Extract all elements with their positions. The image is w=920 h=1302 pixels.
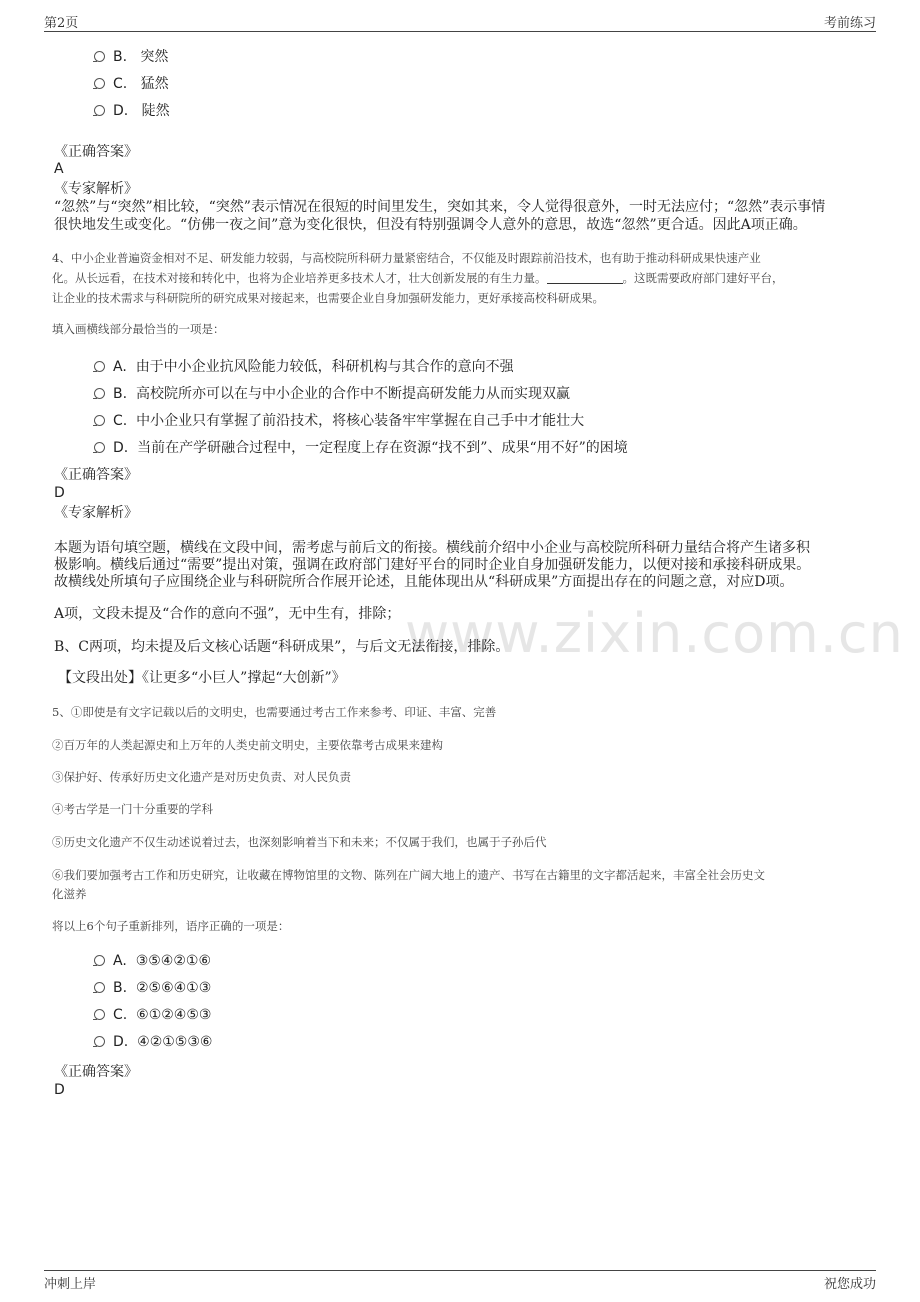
option-letter: D.: [113, 1034, 129, 1050]
q4-stem-text: 。这既需要政府部门建好平台，: [622, 271, 784, 285]
q4-source: 【文段出处】《让更多“小巨人”撑起“大创新”》: [58, 670, 346, 686]
radio-icon[interactable]: [94, 78, 105, 89]
radio-icon[interactable]: [94, 1036, 105, 1047]
q5-sentence: 化滋养: [52, 887, 87, 901]
option-text: 由于中小企业抗风险能力较低，科研机构与其合作的意向不强: [135, 359, 514, 375]
q4-stem-line: [52, 268, 784, 289]
option-text: 中小企业只有掌握了前沿技术，将核心装备牢牢掌握在自己手中才能壮大: [136, 413, 585, 429]
option-letter: C.: [113, 1007, 128, 1023]
option-text: ③⑤④②①⑥: [135, 953, 211, 969]
radio-icon[interactable]: [94, 955, 105, 966]
option-text: ②⑤⑥④①③: [135, 980, 212, 996]
q3-option-c[interactable]: [94, 73, 169, 93]
q4-option-a[interactable]: [94, 356, 514, 376]
q5-prompt: 将以上6个句子重新排列，语序正确的一项是：: [52, 919, 290, 933]
footer-divider: [44, 1270, 876, 1271]
q3-analysis-line: “忽然”与“突然”相比较，“突然”表示情况在很短的时间里发生，突如其来，令人觉得很意外，一时无法应付；“忽然”表示事情: [54, 199, 826, 215]
q3-answer-title: 《正确答案》: [54, 144, 138, 160]
q4-analysis-line: 极影响。横线后通过“需要”提出对策，强调在政府部门建好平台的同时企业自身加强研发能力，以便对接和承接科研成果。: [54, 557, 811, 573]
option-text: 陡然: [141, 103, 170, 119]
header-divider: [44, 31, 876, 32]
footer-right-label: 祝您成功: [823, 1277, 876, 1292]
radio-icon[interactable]: [94, 982, 105, 993]
option-text: 突然: [140, 49, 169, 65]
q4-option-d[interactable]: [94, 437, 628, 457]
radio-icon[interactable]: [94, 442, 105, 453]
option-letter: B.: [113, 386, 128, 402]
option-letter: D.: [113, 103, 129, 119]
q3-option-b[interactable]: [94, 46, 168, 66]
q5-sentence: ④考古学是一门十分重要的学科: [52, 802, 213, 816]
option-letter: A.: [113, 359, 127, 375]
q3-analysis-title: 《专家解析》: [54, 181, 138, 197]
option-text: 当前在产学研融合过程中，一定程度上存在资源“找不到”、成果“用不好”的困境: [137, 440, 628, 456]
q4-option-b[interactable]: [94, 383, 570, 403]
q4-stem-line: 4、中小企业普遍资金相对不足、研发能力较弱，与高校院所科研力量紧密结合，不仅能及时跟踪前沿技术，也有助于推动科研成果快速产业: [52, 251, 761, 265]
q3-analysis-line: 很快地发生或变化。“仿佛一夜之间”意为变化很快，但没有特别强调令人意外的意思，故选“忽然”更合适。因此A项正确。: [54, 217, 807, 233]
option-letter: A.: [113, 953, 127, 969]
footer-left-label: 冲刺上岸: [44, 1277, 97, 1292]
radio-icon[interactable]: [94, 105, 105, 116]
q4-answer-title: 《正确答案》: [54, 467, 138, 483]
q5-sentence: ⑤历史文化遗产不仅生动述说着过去，也深刻影响着当下和未来；不仅属于我们，也属于子孙后代: [52, 835, 547, 849]
radio-icon[interactable]: [94, 1009, 105, 1020]
q5-answer-title: 《正确答案》: [54, 1064, 138, 1080]
option-letter: B.: [113, 980, 128, 996]
radio-icon[interactable]: [94, 361, 105, 372]
q5-option-a[interactable]: [94, 953, 211, 969]
q5-sentence: ②百万年的人类起源史和上万年的人类史前文明史，主要依靠考古成果来建构: [52, 738, 443, 752]
option-letter: C.: [113, 413, 128, 429]
option-text: 猛然: [140, 76, 169, 92]
radio-icon[interactable]: [94, 415, 105, 426]
header-title: 考前练习: [823, 16, 876, 31]
option-letter: D.: [113, 440, 129, 456]
q5-sentence: ③保护好、传承好历史文化遗产是对历史负责、对人民负责: [52, 770, 351, 784]
q4-analysis-line: 本题为语句填空题，横线在文段中间，需考虑与前后文的衔接。横线前介绍中小企业与高校院所科研力量结合将产生诸多积: [54, 540, 810, 556]
q3-answer: A: [54, 161, 64, 177]
q5-option-d[interactable]: [94, 1034, 212, 1050]
q5-answer: D: [54, 1082, 65, 1098]
q5-option-c[interactable]: [94, 1007, 211, 1023]
option-text: ④②①⑤③⑥: [137, 1034, 213, 1050]
q4-stem-text: 化。从长远看，在技术对接和转化中，也将为企业培养更多技术人才，壮大创新发展的有生力量。: [52, 271, 547, 285]
option-letter: C.: [113, 76, 128, 92]
option-letter: B.: [113, 49, 128, 65]
q4-option-c[interactable]: [94, 410, 584, 430]
radio-icon[interactable]: [94, 51, 105, 62]
q4-analysis-title: 《专家解析》: [54, 505, 138, 521]
q4-note-bc: B、C两项，均未提及后文核心话题“科研成果”，与后文无法衔接，排除。: [54, 639, 510, 655]
q4-answer: D: [54, 485, 65, 501]
option-text: ⑥①②④⑤③: [136, 1007, 212, 1023]
page-number: 第2页: [44, 16, 79, 31]
q3-option-d[interactable]: [94, 100, 170, 120]
q4-stem-line: 让企业的技术需求与科研院所的研究成果对接起来，也需要企业自身加强研发能力，更好承接高校科研成果。: [52, 291, 604, 305]
q4-analysis-line: 故横线处所填句子应围绕企业与科研院所合作展开论述，且能体现出从“科研成果”方面提出存在的问题之意，对应D项。: [54, 574, 794, 590]
fill-blank: [547, 271, 623, 284]
q5-option-b[interactable]: [94, 980, 211, 996]
option-text: 高校院所亦可以在与中小企业的合作中不断提高研发能力从而实现双赢: [135, 386, 570, 402]
q5-sentence: 5、①即使是有文字记载以后的文明史，也需要通过考古工作来参考、印证、丰富、完善: [52, 705, 497, 719]
radio-icon[interactable]: [94, 388, 105, 399]
q5-sentence: ⑥我们要加强考古工作和历史研究，让收藏在博物馆里的文物、陈列在广阔大地上的遗产、书写在古籍里的文字都活起来，丰富全社会历史文: [52, 868, 765, 882]
q4-prompt: 填入画横线部分最恰当的一项是：: [52, 322, 225, 336]
q4-note-a: A项，文段未提及“合作的意向不强”，无中生有，排除；: [54, 606, 401, 622]
watermark: www.zixin.com.cn: [405, 602, 904, 665]
